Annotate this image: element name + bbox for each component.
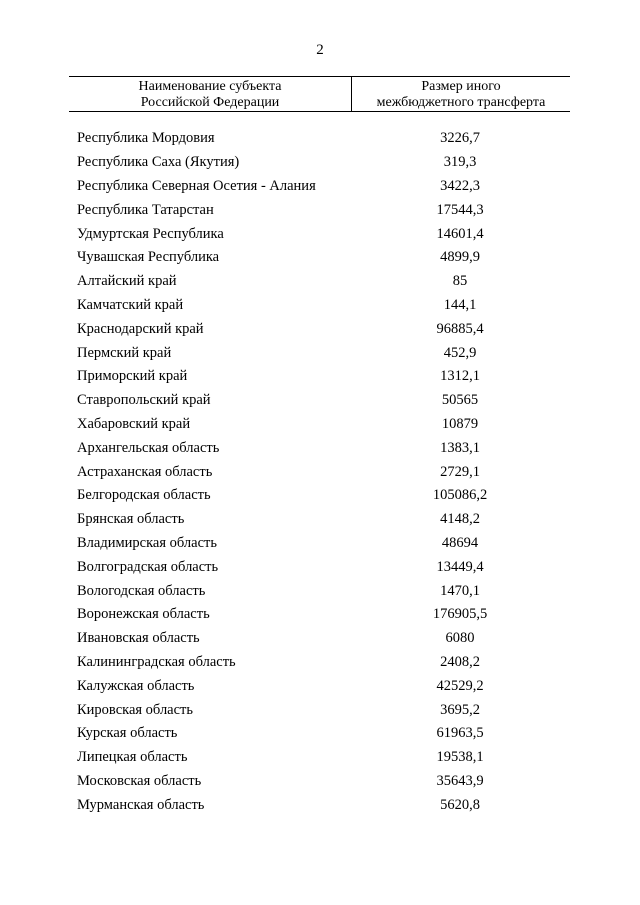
table-row [0,317,640,341]
region-name: Ставропольский край [77,392,211,409]
region-name: Республика Северная Осетия - Алания [77,177,316,194]
region-name: Астраханская область [77,463,213,480]
region-name: Курская область [77,725,178,742]
region-name: Калининградская область [77,653,236,670]
region-name: Республика Саха (Якутия) [77,154,240,171]
region-name: Краснодарский край [77,320,204,337]
transfer-amount: 105086,2 [432,487,488,504]
transfer-amount: 452,9 [443,344,477,361]
table-body [0,127,640,817]
table-row [0,365,640,389]
region-name: Белгородская область [77,487,211,504]
table-row [0,175,640,199]
header-region-name [69,77,352,111]
region-name: Приморский край [77,368,188,385]
transfer-amount: 96885,4 [436,320,484,337]
table-row [0,651,640,675]
transfer-amount: 3226,7 [440,130,480,147]
transfer-amount: 50565 [441,392,479,409]
header-line: Наименование субъекта [138,79,282,94]
transfer-amount: 4148,2 [440,511,480,528]
table-row [0,674,640,698]
region-name: Камчатский край [77,296,184,313]
table-row [0,579,640,603]
region-name: Калужская область [77,677,195,694]
table-row [0,627,640,651]
transfer-amount: 13449,4 [436,558,484,575]
table-row [0,698,640,722]
transfer-amount: 3422,3 [440,177,480,194]
table-row [0,508,640,532]
table-header [69,76,570,112]
transfer-amount: 61963,5 [436,725,484,742]
transfer-amount: 14601,4 [436,225,484,242]
table-row [0,532,640,556]
region-name: Московская область [77,772,202,789]
table-row [0,793,640,817]
region-name: Чувашская Республика [77,249,220,266]
transfer-amount: 144,1 [443,296,477,313]
transfer-amount: 176905,5 [432,606,488,623]
region-name: Архангельская область [77,439,220,456]
region-name: Ивановская область [77,630,200,647]
region-name: Владимирская область [77,534,217,551]
header-line: Российской Федерации [140,95,280,110]
transfer-amount: 1470,1 [440,582,480,599]
transfer-amount: 1383,1 [440,439,480,456]
table-row [0,770,640,794]
region-name: Мурманская область [77,796,205,813]
table-row [0,198,640,222]
transfer-amount: 3695,2 [440,701,480,718]
table-row [0,484,640,508]
transfer-amount: 1312,1 [440,368,480,385]
transfer-amount: 85 [452,273,468,290]
table-row [0,270,640,294]
region-name: Кировская область [77,701,194,718]
table-row [0,389,640,413]
table-row [0,603,640,627]
table-row [0,294,640,318]
transfer-amount: 35643,9 [436,772,484,789]
table-row [0,722,640,746]
region-name: Вологодская область [77,582,206,599]
transfer-amount: 19538,1 [436,749,484,766]
transfer-amount: 2408,2 [440,653,480,670]
transfer-amount: 2729,1 [440,463,480,480]
transfer-amount: 5620,8 [440,796,480,813]
region-name: Хабаровский край [77,415,191,432]
transfer-amount: 48694 [441,534,479,551]
region-name: Удмуртская Республика [77,225,224,242]
transfer-amount: 6080 [445,630,475,647]
region-name: Республика Татарстан [77,201,214,218]
table-row [0,460,640,484]
table-row [0,246,640,270]
transfer-amount: 319,3 [443,154,477,171]
transfer-amount: 10879 [441,415,479,432]
transfer-amount: 4899,9 [440,249,480,266]
transfer-amount: 42529,2 [436,677,484,694]
region-name: Республика Мордовия [77,130,215,147]
header-transfer-amount [352,77,570,111]
region-name: Волгоградская область [77,558,219,575]
table-row [0,436,640,460]
table-row [0,413,640,437]
table-row [0,127,640,151]
region-name: Воронежская область [77,606,210,623]
region-name: Пермский край [77,344,172,361]
table-row [0,222,640,246]
table-row [0,746,640,770]
header-line: межбюджетного трансферта [376,95,546,110]
table-row [0,341,640,365]
region-name: Липецкая область [77,749,188,766]
region-name: Брянская область [77,511,185,528]
region-name: Алтайский край [77,273,177,290]
header-line: Размер иного [421,79,501,94]
table-row [0,555,640,579]
transfer-amount: 17544,3 [436,201,484,218]
page-number: 2 [316,42,324,58]
table-row [0,151,640,175]
